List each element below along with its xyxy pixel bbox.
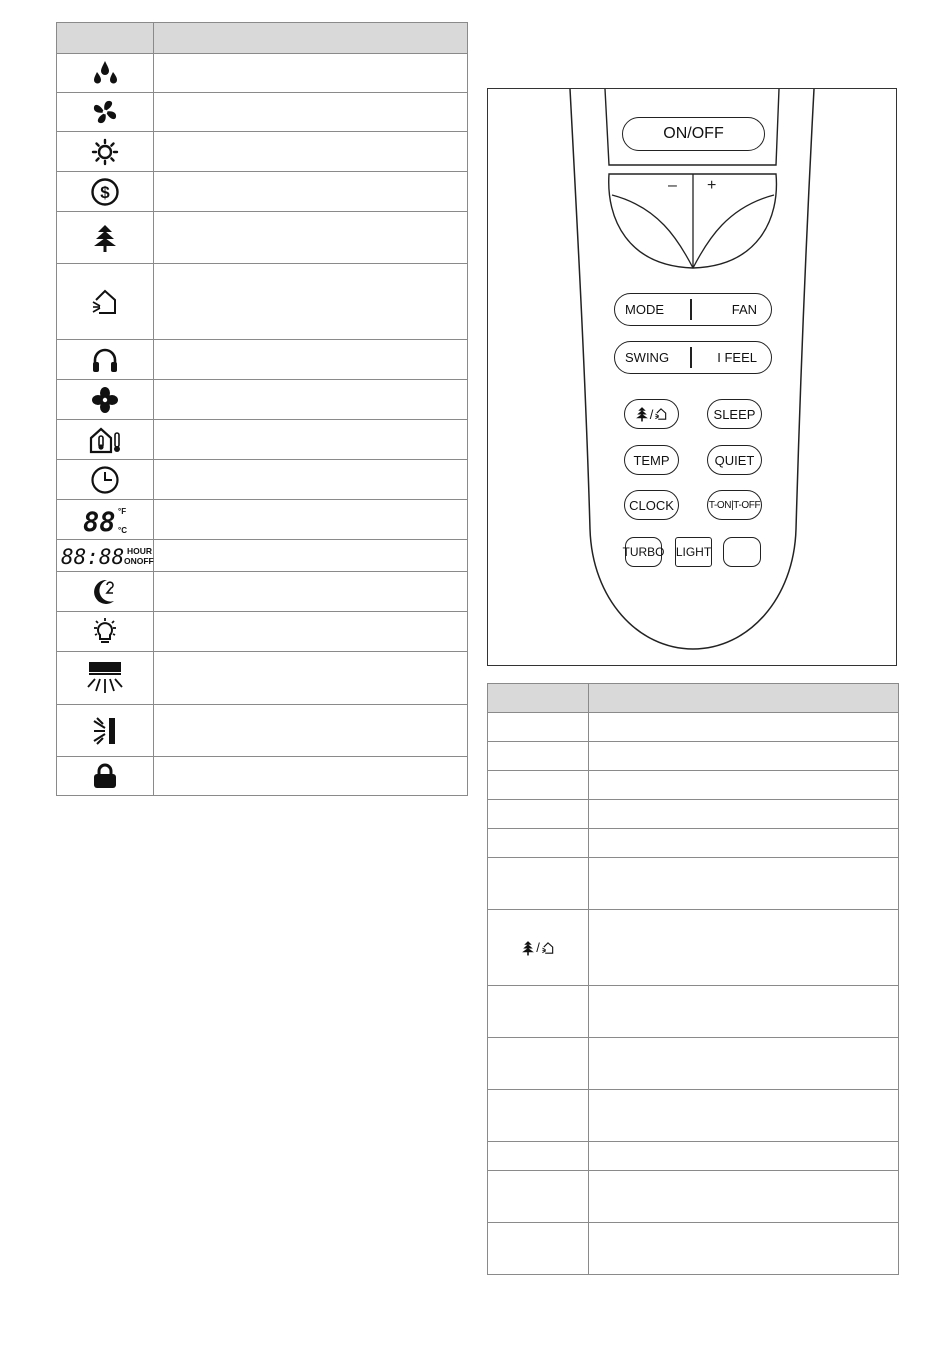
- house-exchange-icon: [541, 941, 555, 955]
- table-row: [488, 1171, 898, 1223]
- swing-ifeel-button-group: [614, 341, 772, 374]
- table-row: [57, 652, 467, 705]
- fresh-air-exchange-button[interactable]: /: [624, 399, 679, 429]
- table-row: [488, 1142, 898, 1171]
- table-row: [488, 858, 898, 910]
- temperature-down-button[interactable]: –: [668, 177, 677, 194]
- table-row: [57, 757, 467, 795]
- table-row: [57, 132, 467, 172]
- sleep-button[interactable]: SLEEP: [707, 399, 762, 429]
- table-row: [488, 1038, 898, 1090]
- i-feel-button[interactable]: I FEEL: [717, 350, 758, 365]
- table-row: [57, 380, 467, 420]
- hour-label: HOUR: [127, 545, 153, 556]
- clock-icon: [90, 465, 120, 495]
- on-off-button[interactable]: ON/OFF: [622, 117, 765, 151]
- table-row: [57, 212, 467, 264]
- i-feel-sensor-icon: [90, 715, 120, 747]
- table-row: [57, 540, 467, 572]
- light-bulb-icon: [89, 617, 121, 647]
- table-row: [488, 829, 898, 858]
- blank-button[interactable]: [723, 537, 761, 567]
- table-row: [488, 800, 898, 829]
- temp-button[interactable]: TEMP: [624, 445, 679, 475]
- remote-control-figure: [487, 88, 897, 666]
- fresh-air-tree-icon: [92, 223, 118, 253]
- table-row: [488, 713, 898, 742]
- remote-outline: [488, 89, 898, 667]
- celsius-label: °C: [118, 525, 127, 535]
- separator-label: /: [536, 940, 540, 955]
- table-row: [57, 500, 467, 540]
- table-header: [488, 684, 898, 713]
- clock-button[interactable]: CLOCK: [624, 490, 679, 520]
- fan-button[interactable]: FAN: [731, 302, 758, 317]
- swing-louver-icon: [85, 660, 125, 696]
- table-row: [57, 460, 467, 500]
- table-row: [488, 742, 898, 771]
- table-row: [488, 1223, 898, 1274]
- heat-mode-sun-icon: [91, 138, 119, 166]
- lock-icon: [91, 762, 119, 790]
- svg-text:88:88: 88:88: [61, 544, 125, 569]
- fan-speed-icon: [90, 385, 120, 415]
- table-row: [57, 420, 467, 460]
- table-row: [57, 572, 467, 612]
- onoff-label: ONOFF: [124, 555, 154, 566]
- turbo-button[interactable]: TURBO: [625, 537, 662, 567]
- svg-text:$: $: [100, 182, 110, 202]
- table-header: [57, 23, 467, 54]
- table-row: [488, 910, 898, 986]
- button-function-table: [487, 683, 899, 1275]
- table-row: [488, 771, 898, 800]
- house-exchange-icon: [90, 287, 120, 317]
- fan-mode-icon: [90, 97, 120, 127]
- sleep-moon-icon: [90, 577, 120, 607]
- table-row: [57, 264, 467, 340]
- indoor-temperature-icon: [88, 425, 122, 455]
- quiet-headphones-icon: [90, 345, 120, 375]
- quiet-button[interactable]: QUIET: [707, 445, 762, 475]
- house-exchange-icon: [654, 407, 668, 421]
- timer-display-icon: [61, 544, 154, 569]
- temperature-up-button[interactable]: +: [707, 177, 717, 194]
- table-row: [488, 1090, 898, 1142]
- fahrenheit-label: °F: [118, 506, 127, 516]
- table-row: [57, 172, 467, 212]
- fresh-air-tree-icon: [635, 406, 649, 422]
- economy-dollar-icon: [90, 177, 120, 207]
- mode-fan-button-group: [614, 293, 772, 326]
- table-row: [57, 340, 467, 380]
- mode-button[interactable]: MODE: [625, 302, 664, 317]
- dry-mode-drops-icon: [90, 59, 120, 87]
- fresh-air-tree-icon: [521, 940, 535, 956]
- timer-on-off-button[interactable]: T-ON|T-OFF: [707, 490, 762, 520]
- table-row: [57, 93, 467, 132]
- light-button[interactable]: LIGHT: [675, 537, 712, 567]
- table-row: [57, 612, 467, 652]
- display-icon-table: [56, 22, 468, 796]
- table-row: [488, 986, 898, 1038]
- table-row: [57, 54, 467, 93]
- table-row: [57, 705, 467, 757]
- temperature-display-icon: [82, 504, 128, 536]
- swing-button[interactable]: SWING: [625, 350, 670, 365]
- svg-text:88: 88: [83, 506, 116, 538]
